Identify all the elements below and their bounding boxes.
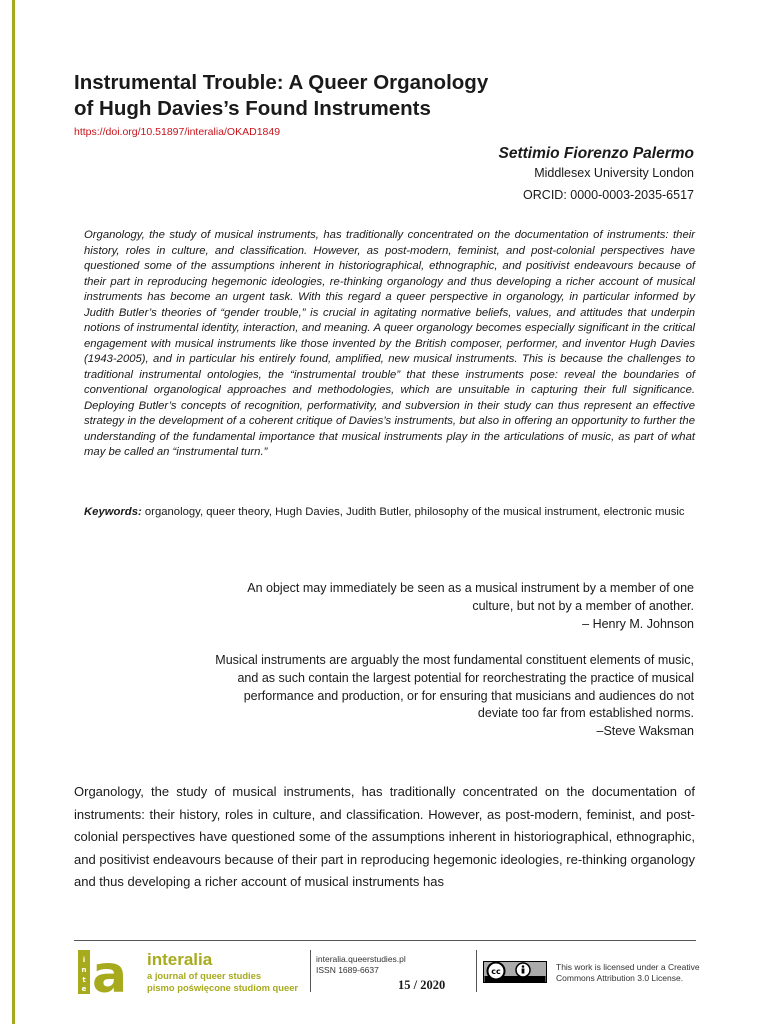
epigraph-attribution: – Henry M. Johnson xyxy=(582,616,694,631)
footer-separator xyxy=(310,950,311,992)
keywords-text: organology, queer theory, Hugh Davies, Judith Butler, philosophy of the musical instrument, electronic music xyxy=(141,506,685,518)
title-line-2: of Hugh Davies’s Found Instruments xyxy=(74,97,431,120)
epigraph-line: performance and production, or for ensuring that musicians and audiences do not xyxy=(243,688,694,703)
epigraph-line: deviate too far from established norms. xyxy=(477,706,694,721)
svg-text:e: e xyxy=(81,985,87,993)
footer-separator xyxy=(476,950,477,992)
author-name: Settimio Fiorenzo Palermo xyxy=(498,145,694,162)
svg-text:a: a xyxy=(92,950,128,994)
author-orcid: ORCID: 0000-0003-2035-6517 xyxy=(523,188,694,202)
interalia-logo xyxy=(78,950,140,994)
abstract: Organology, the study of musical instruments, has traditionally concentrated on the documentation of instruments: their history, roles in culture, and classification. However, as post-modern, feminist, and post-colonial perspectives have questioned some of the assumptions inherent in historiographical, ethnographic, and positivist endeavours because of their part in reproducing hegemonic ideologies, re-thinking organology and thus developing a richer account of musical instruments has become an urgent task. With this regard a queer perspective in organology, in particular informed by Judith Butler’s theories of “gender trouble,” is crucial in agitating normative beliefs, values, and attitudes that underpin notions of instrumental identity, interaction, and meaning. A queer organology becomes especially significant in the critical engagement with musical instruments like those invented by the British composer, performer, and inventor Hugh Davies (1943-2005), and in particular his entirely found, amplified, new musical instruments. This is because the challenges to traditional instrumental ontologies, the “instrumental trouble” that these instruments pose: reveal the boundaries of conventional organological approaches and methodologies, which are unsuitable in capturing their full significance. Deploying Butler’s concepts of recognition, performativity, and subversion in their study can thus represent an effective strategy in the development of a coherent critique of Davies’s instruments, but also in offering an opportunity to further the understanding of the fundamental importance that musical instruments play in the articulations of music, as part of what may be called an “instrumental turn.” xyxy=(84,229,695,458)
epigraph-waksman xyxy=(134,652,694,741)
epigraph-line: culture, but not by a member of another. xyxy=(472,598,694,613)
article-title xyxy=(74,70,594,122)
author-affiliation: Middlesex University London xyxy=(534,166,694,180)
body-paragraph: Organology, the study of musical instruments, has traditionally concentrated on the documentation of instruments: their history, roles in culture, and classification. However, as post-modern, feminist, and post-colonial perspectives have questioned some of the assumptions inherent in historiographical, ethnographic, and positivist endeavours because of their part in reproducing hegemonic ideologies, re-thinking organology and thus developing a richer account of musical instruments has xyxy=(74,784,695,890)
license-text: Commons Attribution 3.0 License. xyxy=(556,973,684,983)
license-text: This work is licensed under a Creative xyxy=(556,962,700,972)
epigraph-johnson xyxy=(134,580,694,633)
doi-link[interactable]: https://doi.org/10.51897/interalia/OKAD1849 xyxy=(74,126,281,138)
epigraph-line: and as such contain the largest potential for reorchestrating the practice of musical xyxy=(237,670,694,685)
svg-text:t: t xyxy=(82,976,86,984)
svg-text:i: i xyxy=(82,956,86,964)
keywords xyxy=(84,504,695,520)
epigraph-attribution: –Steve Waksman xyxy=(596,724,694,739)
keywords-label: Keywords: xyxy=(84,506,142,518)
epigraph-line: Musical instruments are arguably the most fundamental constituent elements of music, xyxy=(215,653,694,667)
footer-divider xyxy=(74,940,696,941)
issn: ISSN 1689-6637 xyxy=(316,965,379,975)
journal-subtitle-en: a journal of queer studies xyxy=(147,970,262,981)
epigraph-line: An object may immediately be seen as a musical instrument by a member of one xyxy=(247,581,694,595)
journal-subtitle-pl: pismo poświęcone studiom queer xyxy=(147,982,299,993)
journal-website-link[interactable]: interalia.queerstudies.pl xyxy=(316,954,406,964)
svg-text:n: n xyxy=(81,966,87,974)
page-number: 15 / 2020 xyxy=(398,978,446,992)
title-line-1: Instrumental Trouble: A Queer Organology xyxy=(74,71,489,94)
journal-name: interalia xyxy=(147,950,213,969)
left-margin-rule xyxy=(12,0,15,1024)
cc-by-license-icon xyxy=(483,961,547,983)
svg-text:cc: cc xyxy=(491,967,501,976)
